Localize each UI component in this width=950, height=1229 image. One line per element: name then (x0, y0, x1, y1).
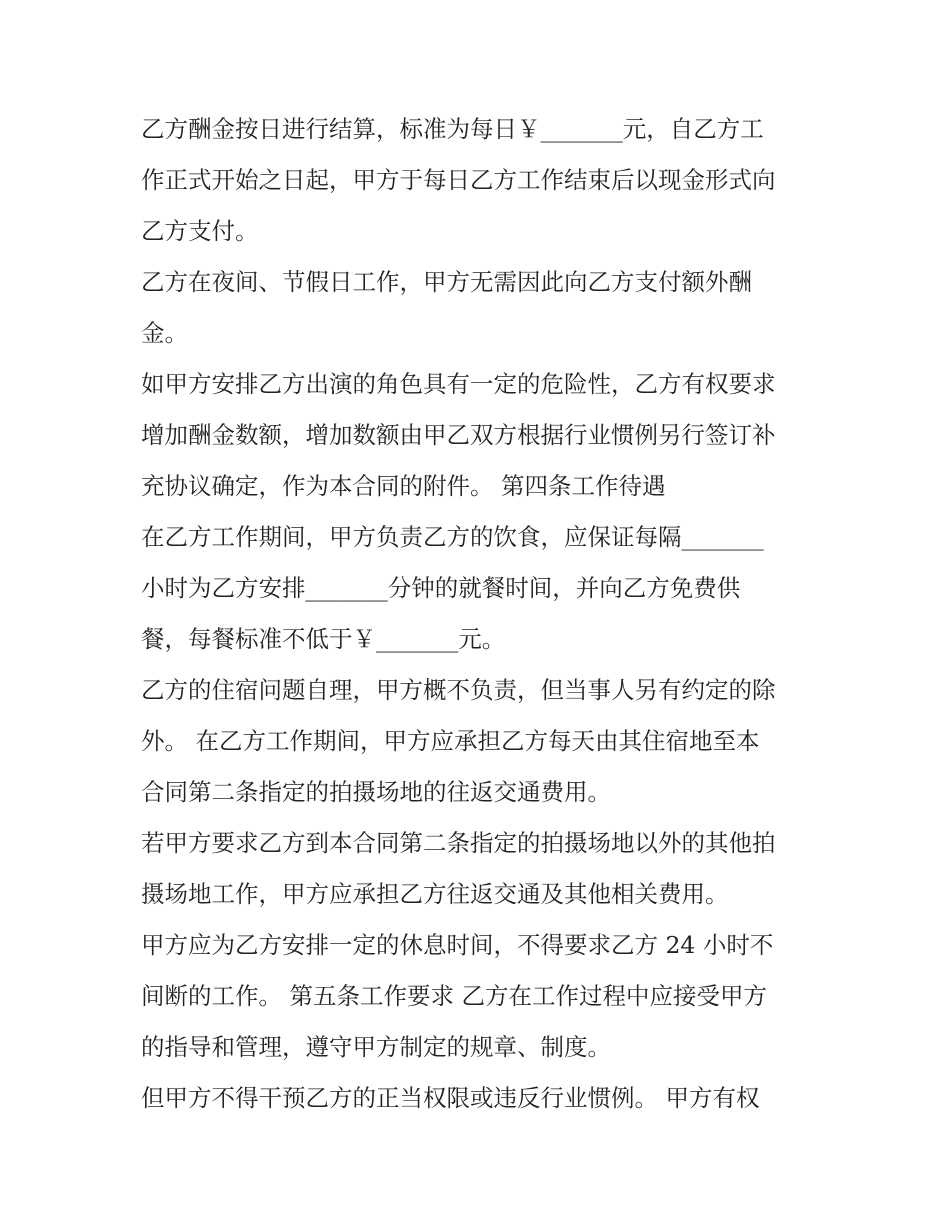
text-line: 乙方酬金按日进行结算，标准为每日￥_______元，自乙方工 (141, 115, 764, 143)
text-line: 间断的工作。 第五条工作要求 乙方在工作过程中应接受甲方 (141, 982, 767, 1010)
text-line: 乙方的住宿问题自理，甲方概不负责，但当事人另有约定的除 (141, 676, 776, 704)
text-line: 增加酬金数额，增加数额由甲乙双方根据行业惯例另行签订补 (141, 421, 776, 449)
text-line: 在乙方工作期间，甲方负责乙方的饮食，应保证每隔_______ (141, 523, 764, 551)
text-line: 甲方应为乙方安排一定的休息时间，不得要求乙方 24 小时不 (141, 931, 774, 959)
text-line: 乙方在夜间、节假日工作，甲方无需因此向乙方支付额外酬 (141, 268, 752, 296)
text-line: 小时为乙方安排_______分钟的就餐时间，并向乙方免费供 (141, 574, 741, 602)
text-line: 的指导和管理，遵守甲方制定的规章、制度。 (141, 1033, 611, 1061)
text-line: 合同第二条指定的拍摄场地的往返交通费用。 (141, 778, 611, 806)
text-line: 乙方支付。 (141, 217, 259, 245)
text-line: 若甲方要求乙方到本合同第二条指定的拍摄场地以外的其他拍 (141, 829, 776, 857)
text-line: 摄场地工作，甲方应承担乙方往返交通及其他相关费用。 (141, 880, 729, 908)
text-line: 餐，每餐标准不低于￥_______元。 (141, 625, 506, 653)
text-line: 外。 在乙方工作期间，甲方应承担乙方每天由其住宿地至本 (141, 727, 760, 755)
text-line: 如甲方安排乙方出演的角色具有一定的危险性，乙方有权要求 (141, 370, 776, 398)
text-line: 充协议确定，作为本合同的附件。 第四条工作待遇 (141, 472, 666, 500)
contract-text (141, 104, 821, 1124)
text-line: 作正式开始之日起，甲方于每日乙方工作结束后以现金形式向 (141, 166, 776, 194)
text-line: 但甲方不得干预乙方的正当权限或违反行业惯例。 甲方有权 (141, 1084, 760, 1112)
text-line: 金。 (141, 319, 188, 347)
